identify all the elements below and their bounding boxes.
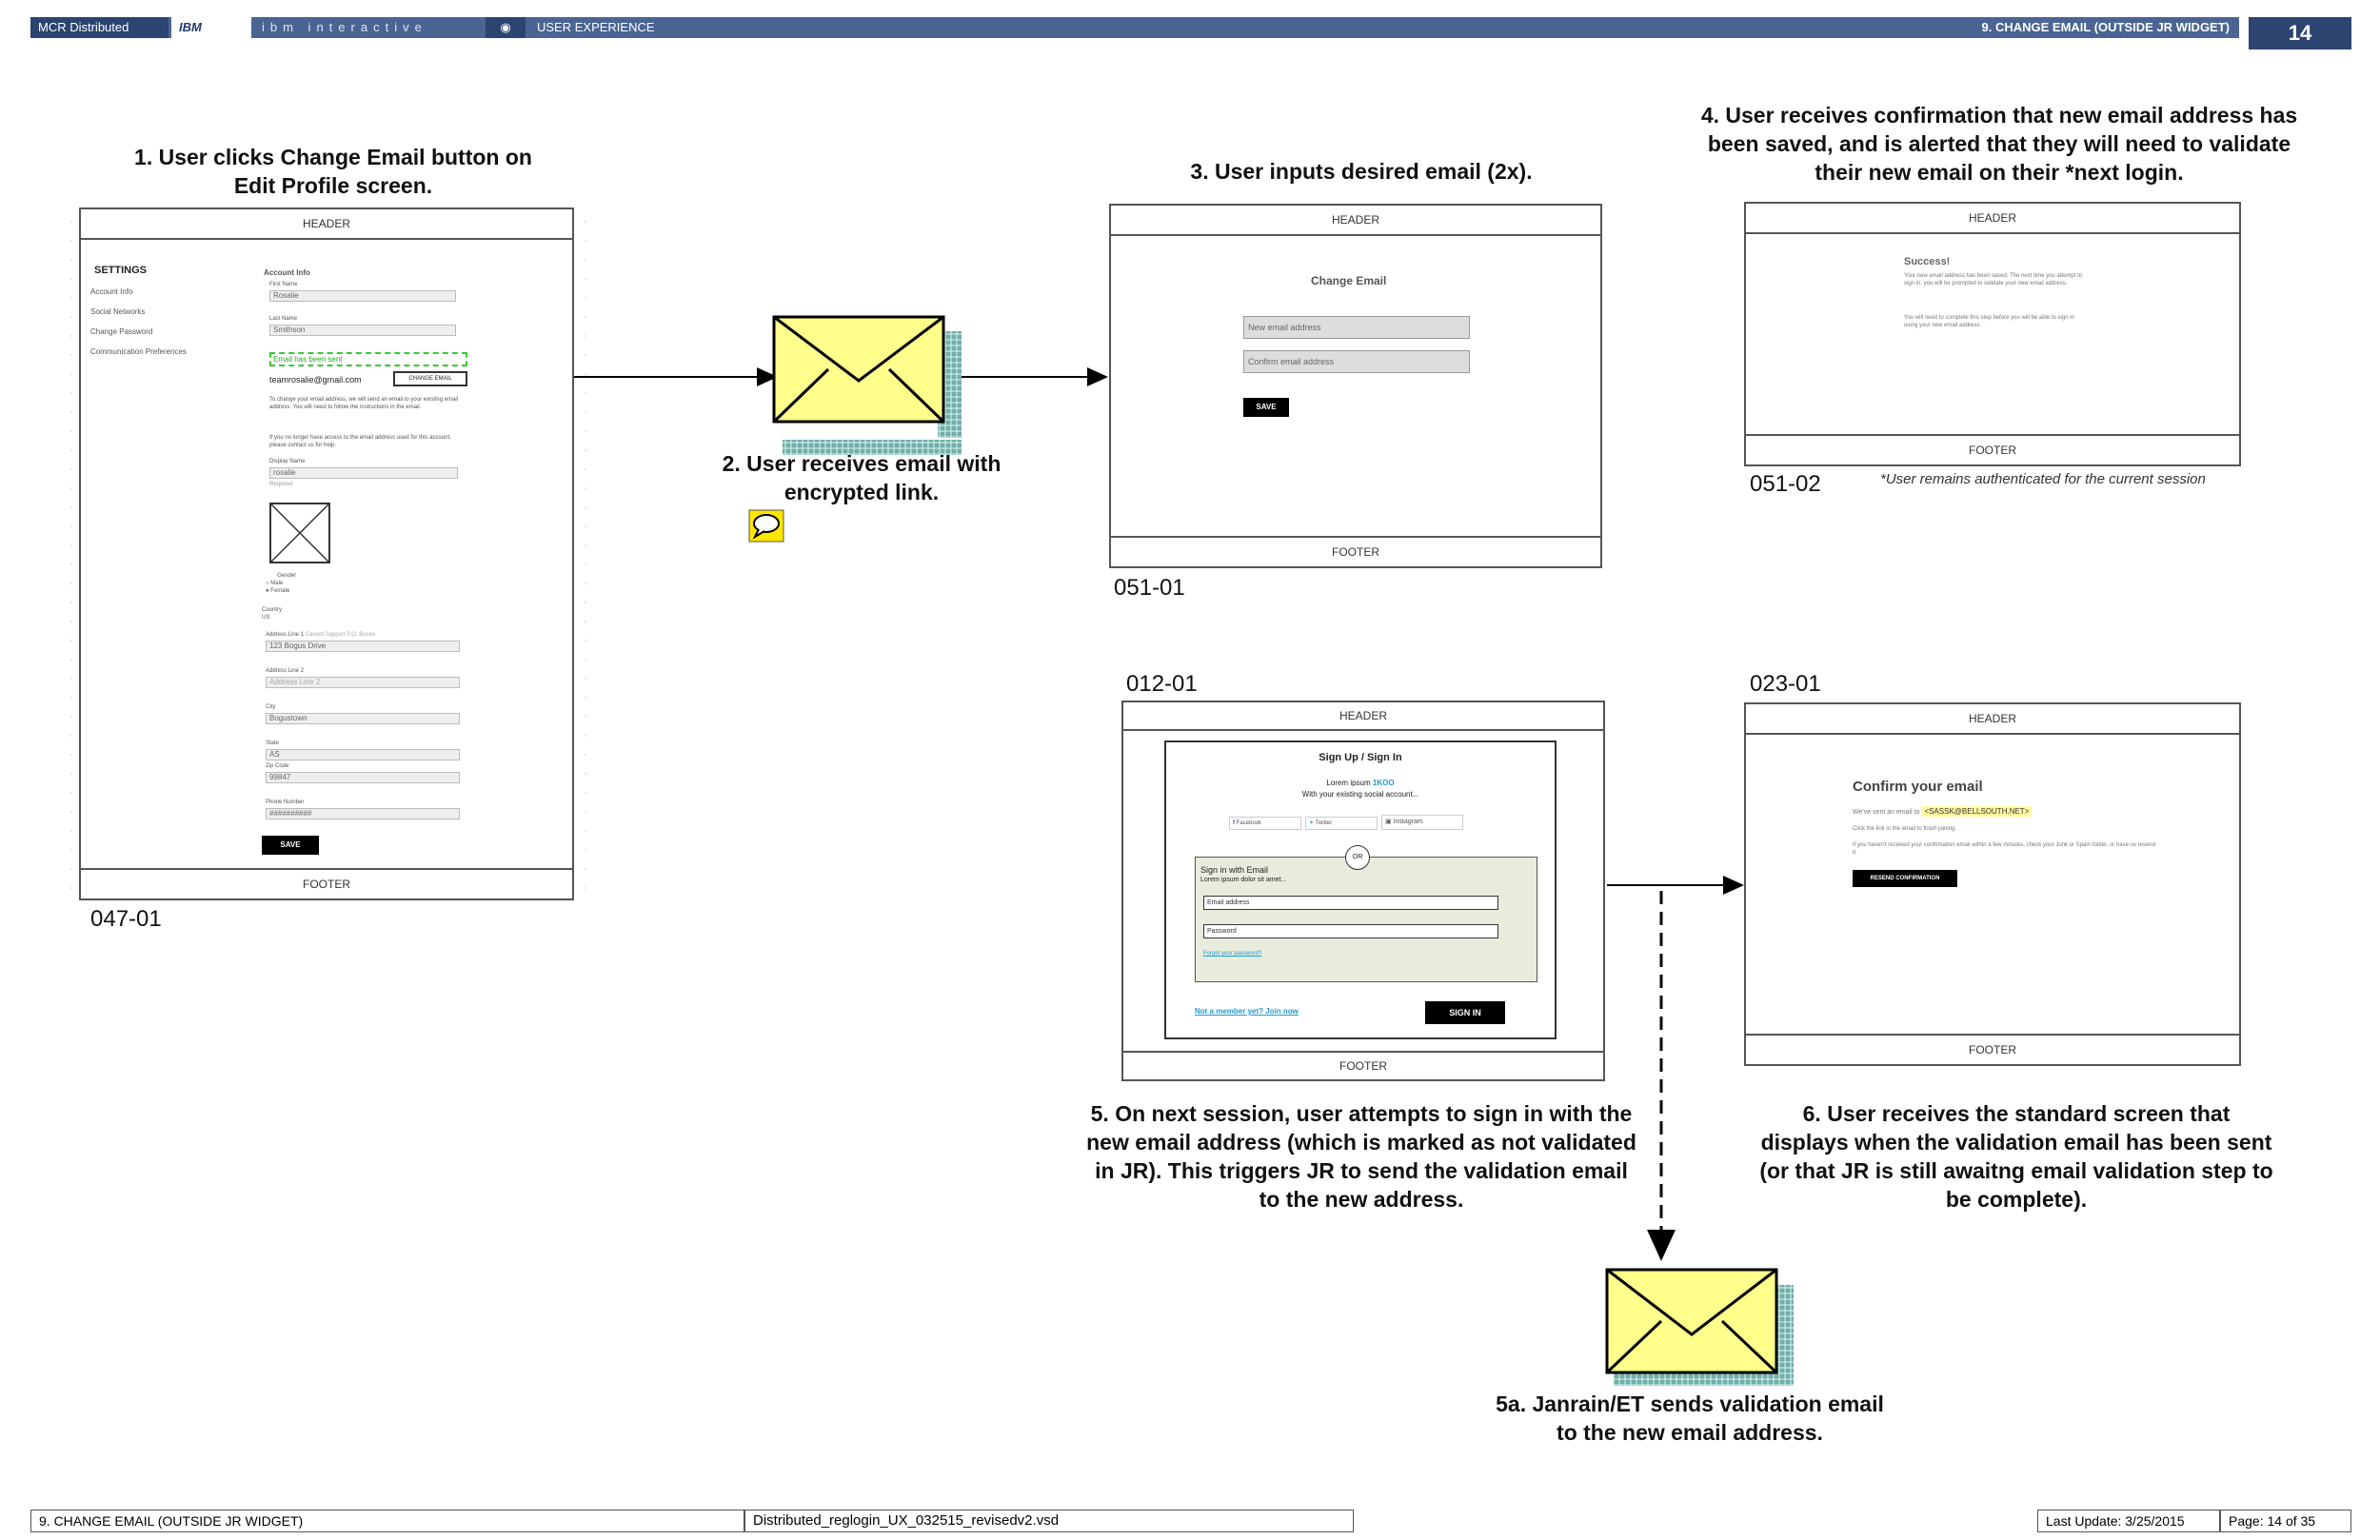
required-note: Required — [269, 482, 293, 487]
footer-page: Page: 14 of 35 — [2220, 1510, 2351, 1532]
footer-last-update: Last Update: 3/25/2015 — [2037, 1510, 2220, 1532]
gender-female[interactable]: ● Female — [266, 588, 290, 594]
email-signin-panel — [1195, 857, 1537, 982]
interactive-label: ibm interactive — [262, 20, 427, 34]
confirm-email-input[interactable]: Confirm email address — [1243, 350, 1470, 373]
envelope-icon — [1607, 1270, 1794, 1386]
section-label: USER EXPERIENCE — [537, 20, 655, 34]
first-name-field[interactable]: Rosalie — [269, 290, 456, 302]
address2-field[interactable]: Address Line 2 — [266, 677, 460, 688]
step-5a-caption: 5a. Janrain/ET sends validation email to the new email address. — [1496, 1392, 1884, 1445]
screen-id: 051-02 — [1750, 471, 1821, 497]
wf-header: HEADER — [1111, 206, 1600, 236]
session-note: *User remains authenticated for the current session — [1880, 471, 2206, 487]
facebook-button[interactable]: f Facebook — [1229, 817, 1301, 830]
step-4-caption: 4. User receives confirmation that new email address has been saved, and is alerted that they will need to validate their new email on their *next login. — [1700, 103, 2298, 185]
or-divider: OR — [1345, 845, 1370, 870]
email-value: teamrosalie@gmail.com — [269, 375, 362, 385]
screen-id: 051-01 — [1114, 575, 1185, 601]
phone-field[interactable]: ########## — [266, 808, 460, 819]
avatar-placeholder[interactable] — [269, 503, 330, 563]
address2-label: Address Line 2 — [266, 668, 305, 674]
screen-id: 012-01 — [1126, 671, 1198, 697]
step-5-caption: 5. On next session, user attempts to sign in with the new email address (which is marked as not validated in JR). This triggers JR to send the validation email to the new address. — [1086, 1101, 1636, 1212]
state-select[interactable]: AS — [266, 749, 460, 760]
screen-id: 023-01 — [1750, 671, 1821, 697]
display-name-label: Display Name — [269, 459, 306, 464]
nav-communication-preferences[interactable]: Communication Preferences — [90, 347, 187, 356]
success-wireframe — [1744, 202, 2241, 466]
gender-male[interactable]: ○ Male — [266, 581, 284, 586]
signin-wireframe — [1121, 701, 1605, 1081]
nav-social-networks[interactable]: Social Networks — [90, 307, 146, 316]
join-now-link[interactable]: Not a member yet? Join now — [1195, 1007, 1299, 1016]
confirm-email-wireframe — [1744, 702, 2241, 1066]
zip-field[interactable]: 99847 — [266, 772, 460, 783]
change-email-button[interactable]: CHANGE EMAIL — [393, 371, 467, 386]
step-2-caption: 2. User receives email with encrypted link. — [722, 451, 1002, 504]
social-line: With your existing social account... — [1301, 790, 1419, 799]
settings-heading: SETTINGS — [94, 265, 148, 276]
signin-modal — [1164, 740, 1557, 1039]
email-signin-lorem: Lorem ipsum dolor sit amet... — [1200, 877, 1287, 883]
change-email-help: To change your email address, we will send an email to your existing email address. You will need to follow the instructions in the email. — [269, 397, 459, 410]
envelope-icon — [774, 317, 962, 455]
display-name-field[interactable]: rosalie — [269, 467, 458, 479]
click-link-note: Click the link in the email to finish joining. — [1853, 826, 1957, 832]
email-signin-heading: Sign in with Email — [1200, 865, 1269, 875]
account-info-heading: Account Info — [264, 268, 310, 277]
new-email-input[interactable]: New email address — [1243, 316, 1470, 339]
gender-label: Gender — [277, 573, 297, 579]
confirm-title: Confirm your email — [1853, 779, 1983, 795]
country-label: Country — [262, 607, 283, 613]
last-name-field[interactable]: Smithson — [269, 325, 456, 336]
page-number: 14 — [2249, 17, 2351, 49]
email-input[interactable]: Email address — [1203, 896, 1498, 910]
wf-header: HEADER — [1123, 702, 1603, 731]
forgot-password-link[interactable]: Forgot your password? — [1203, 951, 1262, 957]
wf-header: HEADER — [1746, 704, 2239, 735]
city-field[interactable]: Bogustown — [266, 713, 460, 724]
wf-footer: FOOTER — [81, 868, 572, 898]
page-title: 9. CHANGE EMAIL (OUTSIDE JR WIDGET) — [1981, 20, 2230, 34]
footer-filename: Distributed_reglogin_UX_032515_revisedv2.vsd — [744, 1510, 1354, 1532]
state-label: State — [266, 740, 280, 746]
save-button[interactable]: SAVE — [262, 836, 319, 855]
phone-label: Phone Number — [266, 800, 305, 805]
success-message-2: You will need to complete this step before you will be able to sign in using your new email address. — [1904, 315, 2074, 328]
ibm-logo: IBM — [171, 17, 251, 38]
wf-footer: FOOTER — [1746, 1034, 2239, 1064]
step-6-caption: 6. User receives the standard screen that displays when the validation email has been sent (or that JR is still awaitng email validation step to be complete). — [1759, 1101, 2273, 1212]
wf-footer: FOOTER — [1746, 434, 2239, 464]
sign-in-button[interactable]: SIGN IN — [1425, 1001, 1505, 1024]
success-message: Your new email address has been saved. The next time you attempt to sign in, you will be prompted to validate your new email address. — [1904, 273, 2083, 286]
country-value: US — [262, 615, 270, 621]
address1-field[interactable]: 123 Bogus Drive — [266, 641, 460, 652]
change-email-wireframe — [1109, 204, 1602, 568]
city-label: City — [266, 704, 276, 710]
company-label: MCR Distributed — [30, 17, 169, 38]
change-email-title: Change Email — [1311, 274, 1387, 287]
resend-help: If you haven't received your confirmation email within a few minutes, check your Junk or Spam folder, or have us resend it. — [1853, 842, 2155, 856]
first-name-label: First Name — [269, 282, 298, 287]
address1-label: Address Line 1 Cannot Support P.O. Boxes — [266, 632, 375, 638]
edit-profile-wireframe — [79, 207, 574, 900]
footer-title: 9. CHANGE EMAIL (OUTSIDE JR WIDGET) — [30, 1510, 744, 1532]
step-1-caption: 1. User clicks Change Email button on Edit Profile screen. — [134, 145, 532, 198]
email-sent-banner: Email has been sent — [269, 352, 467, 366]
twitter-button[interactable]: ✦ Twitter — [1305, 817, 1378, 830]
password-input[interactable]: Password — [1203, 924, 1498, 938]
success-title: Success! — [1904, 256, 1951, 267]
screen-id: 047-01 — [90, 906, 162, 932]
wf-header: HEADER — [1746, 204, 2239, 234]
contact-help: If you no longer have access to the email address used for this account, please contact us for help. — [269, 435, 451, 448]
instagram-button[interactable]: ▣ Instagram — [1381, 815, 1463, 830]
sent-to-line: We've sent an email to <SASSK@BELLSOUTH.NET> — [1853, 807, 2032, 816]
target-icon: ◉ — [486, 17, 526, 38]
wf-header: HEADER — [81, 209, 572, 240]
nav-change-password[interactable]: Change Password — [90, 327, 153, 336]
wf-footer: FOOTER — [1123, 1051, 1603, 1079]
comment-icon — [749, 510, 783, 542]
zip-label: Zip Code — [266, 763, 289, 769]
last-name-label: Last Name — [269, 316, 298, 322]
lorem-line: Lorem ipsum 1KOO — [1326, 779, 1395, 787]
wf-footer: FOOTER — [1111, 536, 1600, 566]
save-button[interactable]: SAVE — [1243, 398, 1289, 417]
step-3-caption: 3. User inputs desired email (2x). — [1190, 159, 1533, 184]
signin-title: Sign Up / Sign In — [1319, 752, 1402, 763]
resend-confirmation-button[interactable]: RESEND CONFIRMATION — [1853, 870, 1957, 887]
nav-account-info[interactable]: Account Info — [90, 287, 133, 296]
